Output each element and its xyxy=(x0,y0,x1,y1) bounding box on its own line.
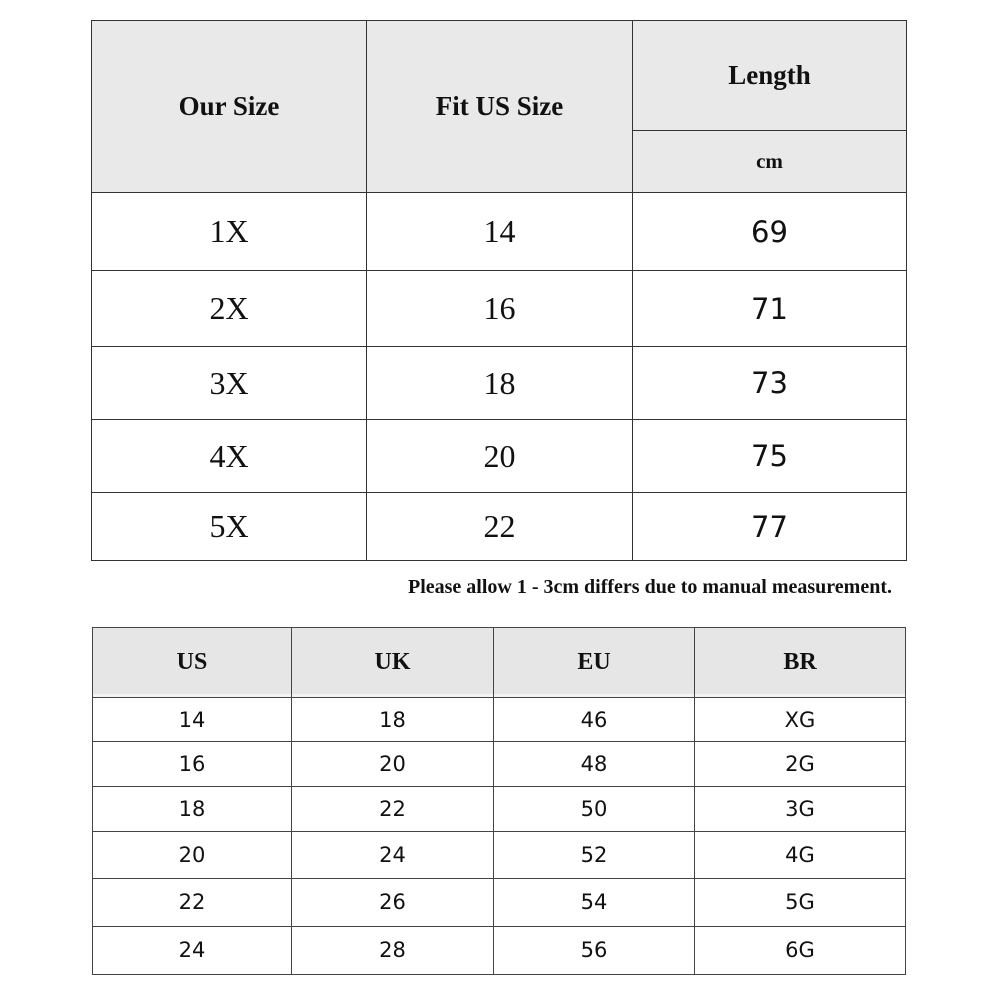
uk-cell: 26 xyxy=(292,878,494,926)
our-size-cell: 5X xyxy=(92,493,367,561)
us-cell: 24 xyxy=(93,926,292,974)
br-cell: XG xyxy=(695,698,906,742)
br-cell: 3G xyxy=(695,787,906,832)
us-cell: 18 xyxy=(93,787,292,832)
size-row xyxy=(92,347,907,420)
eu-cell: 46 xyxy=(494,698,695,742)
our-size-cell: 4X xyxy=(92,420,367,493)
length-cell: 75 xyxy=(633,420,907,493)
header-us: US xyxy=(93,628,292,698)
conversion-row xyxy=(93,787,906,832)
us-cell: 14 xyxy=(93,698,292,742)
us-cell: 22 xyxy=(93,878,292,926)
fit-us-size-cell: 22 xyxy=(367,493,633,561)
header-eu: EU xyxy=(494,628,695,698)
size-row xyxy=(92,493,907,561)
size-row xyxy=(92,193,907,271)
br-cell: 4G xyxy=(695,832,906,878)
header-our-size: Our Size xyxy=(92,21,367,193)
conversion-row xyxy=(93,742,906,787)
fit-us-size-cell: 16 xyxy=(367,271,633,347)
measurement-note: Please allow 1 - 3cm differs due to manual measurement. xyxy=(407,576,892,598)
header-br: BR xyxy=(695,628,906,698)
br-cell: 5G xyxy=(695,878,906,926)
conversion-row xyxy=(93,698,906,742)
us-cell: 20 xyxy=(93,832,292,878)
fit-us-size-cell: 18 xyxy=(367,347,633,420)
conversion-row xyxy=(93,878,906,926)
eu-cell: 52 xyxy=(494,832,695,878)
our-size-cell: 1X xyxy=(92,193,367,271)
us-cell: 16 xyxy=(93,742,292,787)
uk-cell: 22 xyxy=(292,787,494,832)
uk-cell: 20 xyxy=(292,742,494,787)
eu-cell: 48 xyxy=(494,742,695,787)
length-cell: 71 xyxy=(633,271,907,347)
our-size-cell: 2X xyxy=(92,271,367,347)
header-fit-us-size: Fit US Size xyxy=(367,21,633,193)
eu-cell: 56 xyxy=(494,926,695,974)
length-cell: 69 xyxy=(633,193,907,271)
eu-cell: 50 xyxy=(494,787,695,832)
br-cell: 2G xyxy=(695,742,906,787)
header-length: Length xyxy=(633,21,907,131)
uk-cell: 18 xyxy=(292,698,494,742)
fit-us-size-cell: 20 xyxy=(367,420,633,493)
conversion-row xyxy=(93,832,906,878)
size-chart-table xyxy=(91,20,907,561)
eu-cell: 54 xyxy=(494,878,695,926)
size-row xyxy=(92,271,907,347)
fit-us-size-cell: 14 xyxy=(367,193,633,271)
size-conversion-table xyxy=(92,627,906,975)
br-cell: 6G xyxy=(695,926,906,974)
header-length-unit: cm xyxy=(633,131,907,193)
length-cell: 77 xyxy=(633,493,907,561)
our-size-cell: 3X xyxy=(92,347,367,420)
conversion-row xyxy=(93,926,906,974)
uk-cell: 28 xyxy=(292,926,494,974)
header-uk: UK xyxy=(292,628,494,698)
uk-cell: 24 xyxy=(292,832,494,878)
length-cell: 73 xyxy=(633,347,907,420)
size-row xyxy=(92,420,907,493)
